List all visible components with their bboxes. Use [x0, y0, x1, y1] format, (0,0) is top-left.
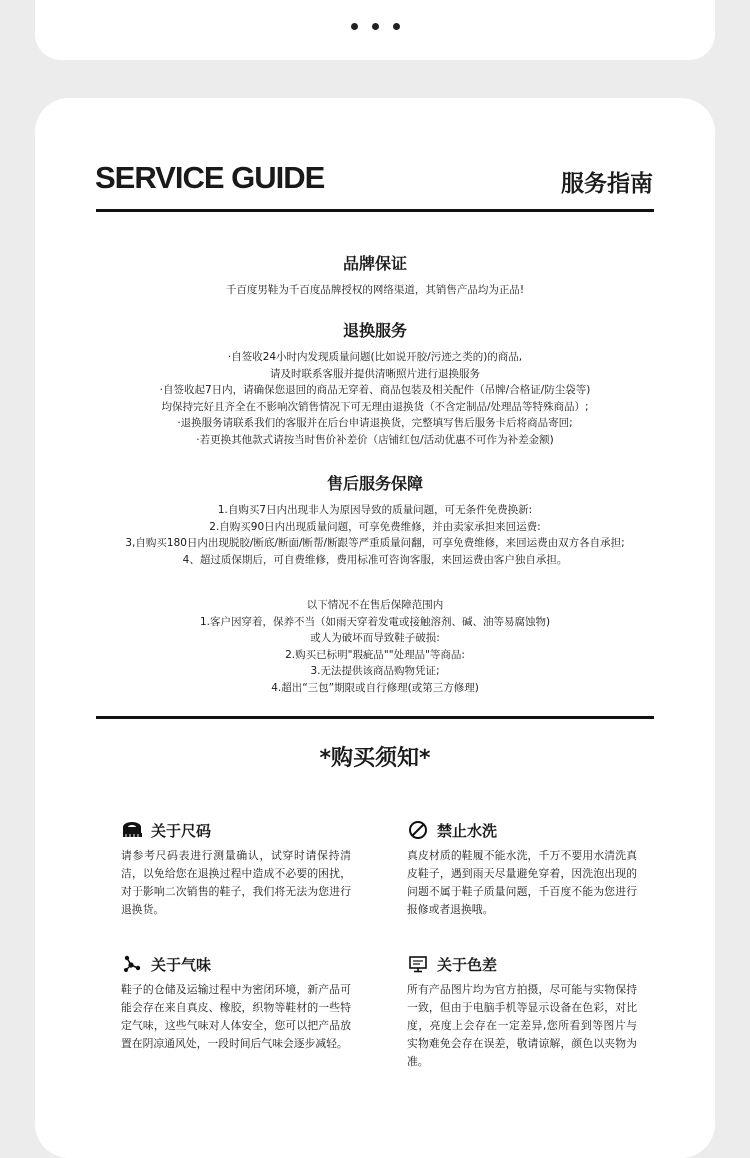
- top-card: [35, 0, 715, 60]
- section-line: 2.自购买90日内出现质量问题，可享免费维修，并由卖家承担来回运费:: [209, 520, 541, 533]
- monitor-icon: [407, 953, 429, 975]
- section-line: 以下情况不在售后保障范围内: [306, 599, 444, 611]
- notice-title: 关于尺码: [151, 821, 212, 840]
- section-title: 品牌保证: [342, 254, 407, 273]
- exclusion-section: [35, 597, 715, 696]
- page-title: SERVICE GUIDE: [95, 160, 325, 195]
- notice-color-difference: [407, 953, 637, 1071]
- section-line: 3,自购买180日内出现脱胶/断底/断面/断帮/断跟等严重质量问翻，可享免费维修，来回运费由双方各自承担;: [125, 537, 625, 549]
- section-line: 或人为破坏而导致鞋子破损:: [310, 632, 440, 644]
- section-line: ·自签收24小时内发现质量问题(比如说开胶/污迹之类的)的商品,: [227, 351, 523, 363]
- section-line: 2.购买已标明"瑕疵品""处理品"等商品:: [285, 648, 465, 661]
- notice-size: [121, 819, 351, 919]
- carousel-dot[interactable]: [393, 23, 400, 30]
- no-wash-icon: [407, 819, 429, 841]
- section-line: 4、超过质保期后，可自费维修，费用标准可咨询客服，来回运费由客户独自承担。: [182, 553, 568, 566]
- section-line: ·自签收起7日内，请确保您退回的商品无穿着、商品包装及相关配件（吊牌/合格证/防尘袋等): [159, 384, 591, 396]
- after-sale-section: [35, 471, 715, 568]
- divider: [96, 716, 654, 719]
- notice-title: 禁止水洗: [437, 821, 498, 840]
- section-line: 4.超出“三包”期限或自行修理(或第三方修理): [271, 681, 479, 694]
- section-title: 退换服务: [342, 321, 407, 340]
- notice-text: 请参考尺码表进行测量确认，试穿时请保持清洁，以免给您在退换过程中造成不必要的困扰，对于影响二次销售的鞋子，我们将无法为您进行退换货。: [121, 849, 351, 916]
- brand-guarantee-section: [35, 251, 715, 299]
- divider: [96, 209, 654, 212]
- carousel-dots[interactable]: [35, 15, 715, 34]
- section-line: 均保持完好且齐全在不影响次销售情况下可无理由退换货（不含定制品/处理品等特殊商品）;: [161, 400, 589, 413]
- notice-title: 关于气味: [151, 955, 212, 974]
- service-guide-card: [35, 98, 715, 1158]
- tape-measure-icon: [121, 819, 143, 841]
- notice-text: 真皮材质的鞋履不能水洗，千万不要用水清洗真皮鞋子，遇到雨天尽量避免穿着，因洗泡出现的问题不属于鞋子质量问题，千百度不能为您进行报修或者退换哦。: [407, 849, 637, 916]
- section-line: ·若更换其他款式请按当时售价补差价（店铺红包/活动优惠不可作为补差金额): [196, 433, 554, 446]
- carousel-dot[interactable]: [372, 23, 379, 30]
- notice-odor: [121, 953, 351, 1053]
- notice-text: 鞋子的仓储及运输过程中为密闭环境，新产品可能会存在来自真皮、橡胶，织物等鞋材的一些特定气味，这些气味对人体安全，您可以把产品放置在阴凉通风处，一段时间后气味会逐步减轻。: [121, 983, 351, 1050]
- section-title: 售后服务保障: [326, 474, 423, 493]
- section-line: 1.自购买7日内出现非人为原因导致的质量问题，可无条件免费换新:: [217, 504, 533, 516]
- notice-no-wash: [407, 819, 637, 919]
- page-title-cn: 服务指南: [561, 171, 653, 197]
- odor-icon: [121, 953, 143, 975]
- exchange-service-section: [35, 318, 715, 448]
- notice-title: 关于色差: [437, 955, 498, 974]
- section-line: ·退换服务请联系我们的客服并在后台申请退换货，完整填写售后服务卡后将商品寄回;: [177, 417, 573, 429]
- notice-text: 所有产品图片均为官方拍摄，尽可能与实物保持一致，但由于电脑手机等显示设备在色彩，对比度，亮度上会存在一定差异,您所看到等图片与实物难免会存在误差，敬请谅解，颜色以夹物为准。: [407, 983, 637, 1068]
- section-line: 1.客户因穿着，保养不当（如雨天穿着发電或接触溶剂、碱、油等易腐蚀物): [199, 615, 551, 628]
- section-text: 千百度男鞋为千百度品牌授权的网络渠道，其销售产品均为正品!: [225, 284, 525, 296]
- section-line: 3.无法提供该商品购物凭证;: [310, 665, 440, 677]
- section-line: 请及时联系客服并提供清晰照片进行退换服务: [270, 367, 480, 380]
- purchase-notice-title: *购买须知*: [319, 746, 431, 771]
- carousel-dot[interactable]: [351, 23, 358, 30]
